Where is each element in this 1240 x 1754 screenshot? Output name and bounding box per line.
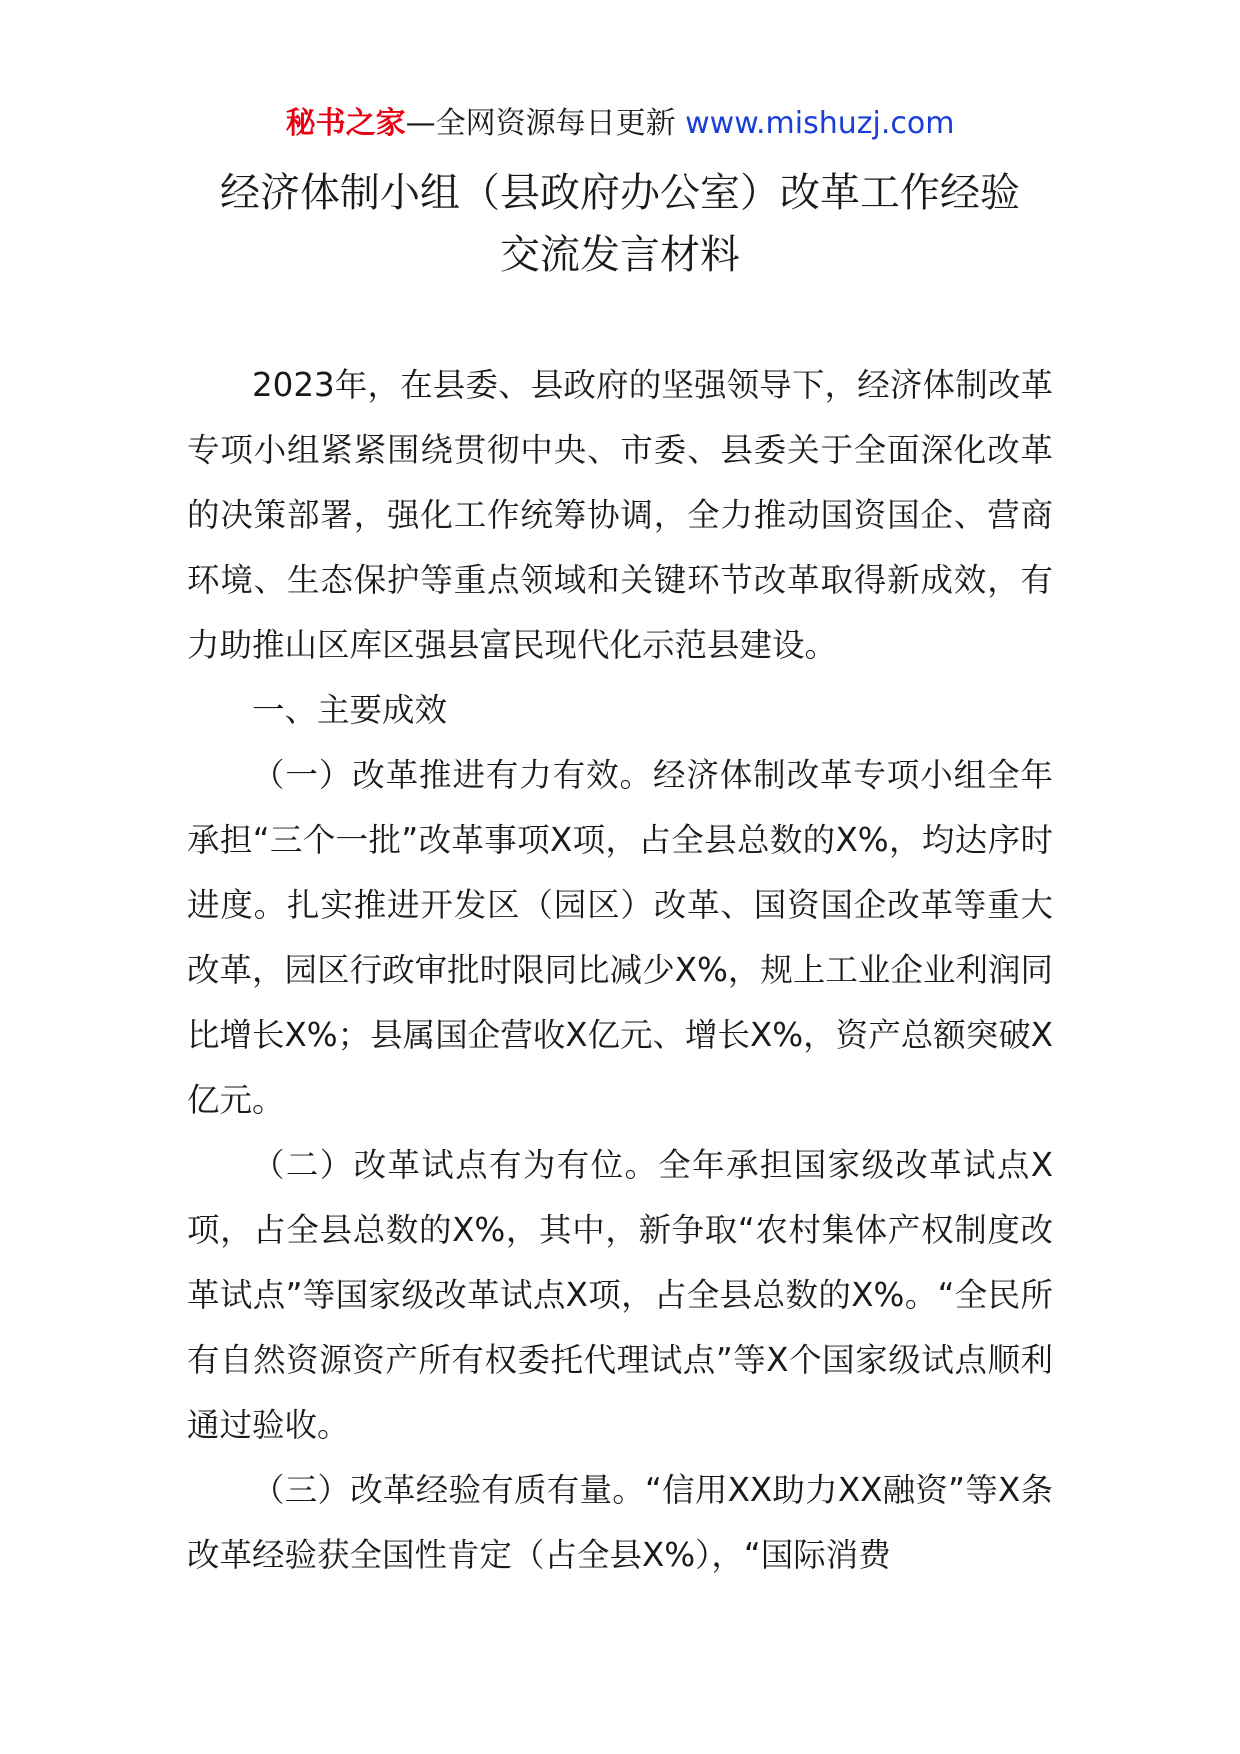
site-header-banner xyxy=(0,104,1240,144)
title-line-2: 交流发言材料 xyxy=(500,232,740,278)
document-title xyxy=(0,162,1240,286)
paragraph-reform-pilots: （二）改革试点有为有位。全年承担国家级改革试点X项，占全县总数的X%，其中，新争取“农村集体产权制度改革试点”等国家级改革试点X项，占全县总数的X%。“全民所有自然资源资产所有权委托代理试点”等X个国家级试点顺利通过验收。 xyxy=(187,1146,1053,1444)
paragraph-reform-experience: （三）改革经验有质有量。“信用XX助力XX融资”等X条改革经验获全国性肯定（占全县X%），“国际消费 xyxy=(187,1471,1053,1574)
site-url-link[interactable]: www.mishuzj.com xyxy=(685,106,955,141)
section-heading-main-results: 一、主要成效 xyxy=(252,691,448,729)
slogan-text: —全网资源每日更新 xyxy=(405,106,686,141)
document-body xyxy=(187,353,1053,1588)
brand-name: 秘书之家 xyxy=(285,106,406,141)
paragraph-reform-progress: （一）改革推进有力有效。经济体制改革专项小组全年承担“三个一批”改革事项X项，占全县总数的X%，均达序时进度。扎实推进开发区（园区）改革、国资国企改革等重大改革，园区行政审批时限同比减少X%，规上工业企业利润同比增长X%；县属国企营收X亿元、增长X%，资产总额突破X亿元。 xyxy=(187,756,1053,1119)
intro-paragraph: 2023年，在县委、县政府的坚强领导下，经济体制改革专项小组紧紧围绕贯彻中央、市委、县委关于全面深化改革的决策部署，强化工作统筹协调，全力推动国资国企、营商环境、生态保护等重点领域和关键环节改革取得新成效，有力助推山区库区强县富民现代化示范县建设。 xyxy=(187,366,1053,664)
title-line-1: 经济体制小组（县政府办公室）改革工作经验 xyxy=(220,170,1020,216)
